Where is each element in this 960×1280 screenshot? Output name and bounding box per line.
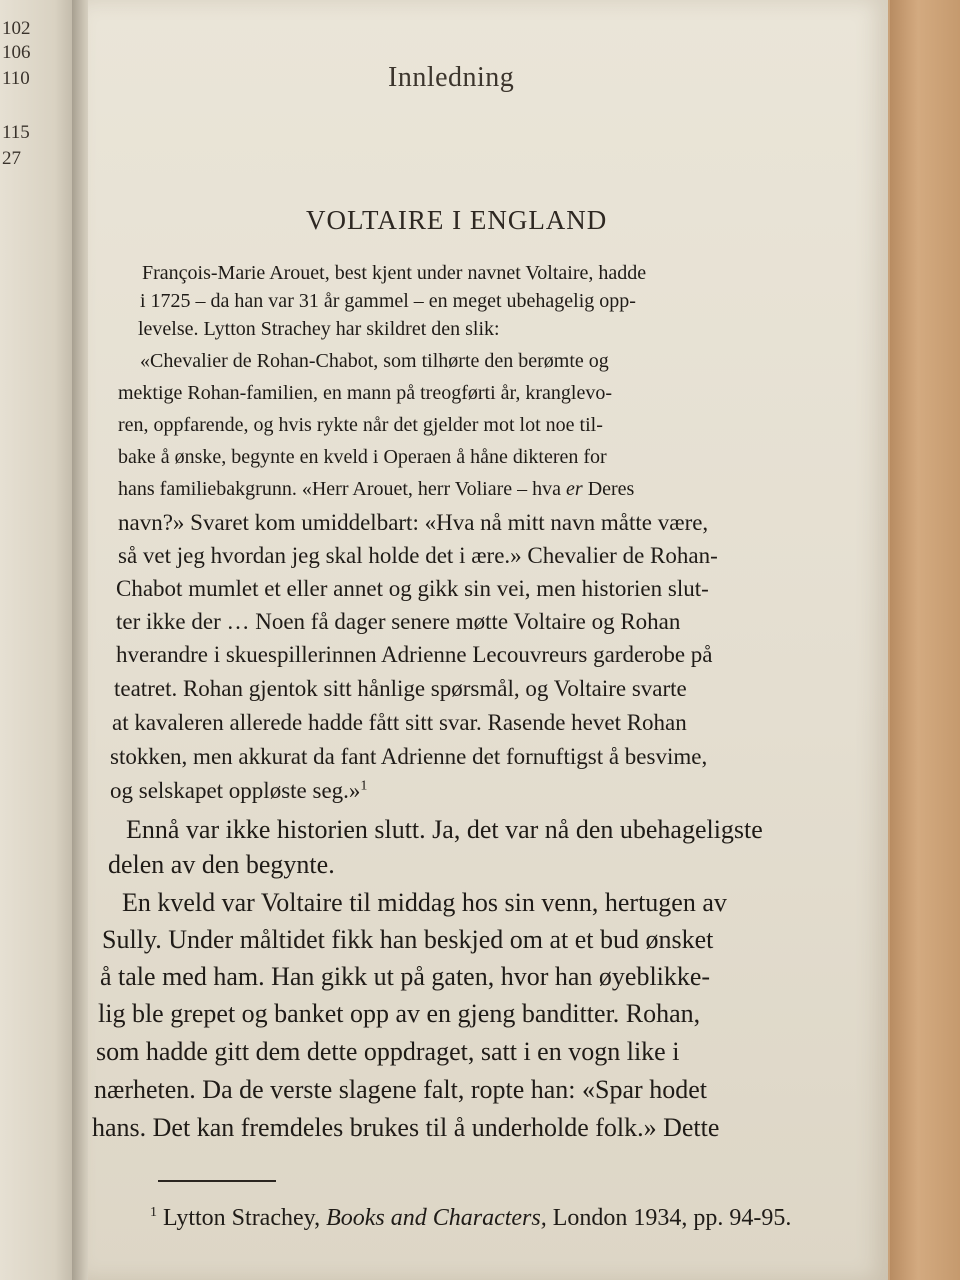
quote-line: ter ikke der … Noen få dager senere møtte Voltaire og Rohan	[116, 609, 681, 634]
quote-line: så vet jeg hvordan jeg skal holde det i ære.» Chevalier de Rohan-	[118, 543, 718, 568]
paragraph-line: å tale med ham. Han gikk ut på gaten, hvor han øyeblikke-	[100, 962, 711, 991]
left-page-number: 115	[2, 122, 30, 143]
running-head: Innledning	[388, 62, 515, 93]
paragraph-line: Ennå var ikke historien slutt. Ja, det var nå den ubehageligste	[126, 815, 763, 844]
quote-line: mektige Rohan-familien, en mann på treogførti år, kranglevo-	[118, 382, 613, 404]
left-page-number: 102	[2, 18, 31, 39]
quote-line	[118, 478, 634, 501]
footnote-title: Books and Characters,	[326, 1205, 547, 1231]
quote-line-text: og selskapet oppløste seg.»	[110, 778, 361, 803]
footnote-rule	[158, 1180, 276, 1182]
quote-line: «Chevalier de Rohan-Chabot, som tilhørte den berømte og	[140, 350, 609, 372]
footnote-reference: 1	[360, 778, 368, 794]
wooden-table	[890, 0, 960, 1280]
quote-line: teatret. Rohan gjentok sitt hånlige spørsmål, og Voltaire svarte	[114, 676, 687, 701]
intro-line: i 1725 – da han var 31 år gammel – en meget ubehagelig opp-	[140, 290, 636, 312]
quote-line: at kavaleren allerede hadde fått sitt svar. Rasende hevet Rohan	[112, 710, 687, 735]
chapter-title: VOLTAIRE I ENGLAND	[306, 205, 608, 235]
previous-page-edge	[0, 0, 78, 1280]
paragraph-line: En kveld var Voltaire til middag hos sin venn, hertugen av	[122, 888, 727, 917]
intro-line: levelse. Lytton Strachey har skildret den slik:	[138, 318, 500, 340]
emphasis-word: er	[566, 478, 583, 500]
quote-line: stokken, men akkurat da fant Adrienne det fornuftigst å besvime,	[110, 744, 708, 769]
paragraph-line: nærheten. Da de verste slagene falt, ropte han: «Spar hodet	[94, 1075, 707, 1104]
footnote-number: 1	[150, 1205, 157, 1220]
quote-line: navn?» Svaret kom umiddelbart: «Hva nå mitt navn måtte være,	[118, 510, 709, 535]
quote-line: ren, oppfarende, og hvis rykte når det gjelder mot lot noe til-	[118, 414, 603, 436]
quote-line: hverandre i skuespillerinnen Adrienne Lecouvreurs garderobe på	[116, 642, 713, 667]
quote-line: bake å ønske, begynte en kveld i Operaen å håne dikteren for	[118, 446, 607, 468]
left-page-number: 27	[2, 148, 21, 169]
paragraph-line: delen av den begynte.	[108, 850, 335, 879]
paragraph-line: lig ble grepet og banket opp av en gjeng banditter. Rohan,	[98, 999, 701, 1028]
paragraph-line: som hadde gitt dem dette oppdraget, satt i en vogn like i	[96, 1037, 680, 1066]
book-page	[88, 0, 888, 1280]
quote-line: Chabot mumlet et eller annet og gikk sin vei, men historien slut-	[116, 576, 709, 601]
paragraph-line: hans. Det kan fremdeles brukes til å underholde folk.» Dette	[92, 1113, 720, 1142]
footnote-rest: London 1934, pp. 94-95.	[546, 1205, 792, 1231]
intro-line: François-Marie Arouet, best kjent under navnet Voltaire, hadde	[142, 262, 647, 284]
footnote	[150, 1205, 791, 1232]
footnote-author: Lytton Strachey,	[163, 1205, 321, 1231]
quote-line-text: hans familiebakgrunn. «Herr Arouet, herr Voliare – hva	[118, 478, 567, 500]
quote-line	[110, 778, 367, 804]
left-page-number: 106	[2, 42, 31, 63]
left-page-number: 110	[2, 68, 30, 89]
paragraph-line: Sully. Under måltidet fikk han beskjed om at et bud ønsket	[102, 925, 714, 954]
quote-line-tail: Deres	[582, 478, 635, 500]
